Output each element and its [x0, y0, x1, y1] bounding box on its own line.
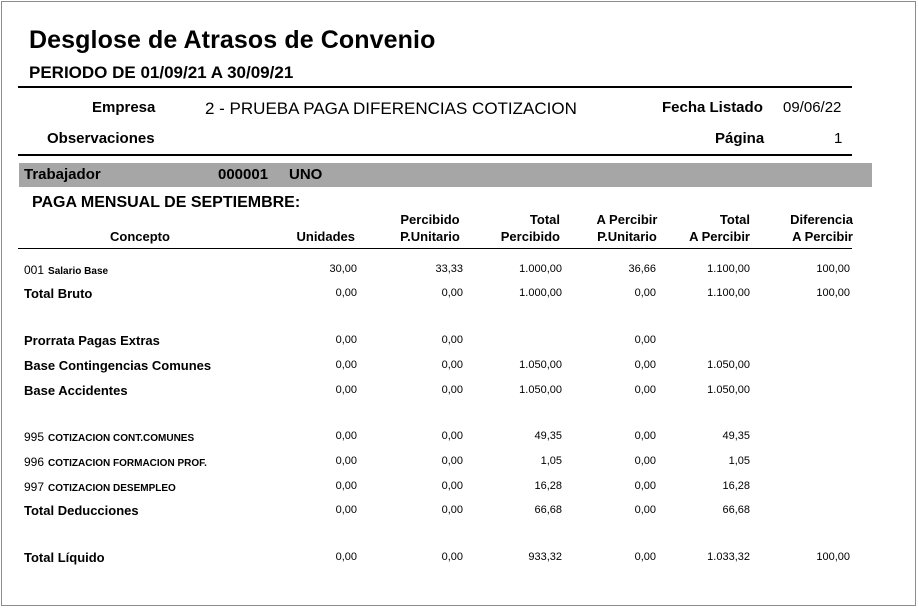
cell-total-a-percibir: 16,28 — [722, 480, 750, 492]
trabajador-code: 000001 — [218, 166, 269, 183]
cell-unidades: 30,00 — [329, 263, 357, 275]
cell-unidades: 0,00 — [335, 359, 357, 371]
divider-header — [18, 154, 852, 156]
cell-total-a-percibir: 1.033,32 — [707, 551, 750, 563]
cell-unidades: 0,00 — [335, 551, 357, 563]
cell-unidades: 0,00 — [335, 455, 357, 467]
row-desc: COTIZACION CONT.COMUNES — [48, 433, 195, 444]
row-desc: COTIZACION FORMACION PROF. — [48, 458, 207, 469]
cell-total-a-percibir: 1.050,00 — [707, 359, 750, 371]
row-desc: Salario Base — [48, 266, 109, 277]
cell-percibido-unitario: 0,00 — [441, 455, 463, 467]
cell-total-percibido: 1,05 — [540, 455, 562, 467]
cell-percibido-unitario: 0,00 — [441, 551, 463, 563]
table-row — [0, 333, 919, 349]
cell-unidades: 0,00 — [335, 287, 357, 299]
col-a-percibir-unitario: A Percibir P.Unitario — [596, 212, 658, 244]
cell-percibido-unitario: 0,00 — [441, 334, 463, 346]
row-desc: Total Bruto — [24, 286, 93, 301]
cell-total-a-percibir: 1.100,00 — [707, 287, 750, 299]
trabajador-name: UNO — [289, 166, 323, 183]
row-desc: COTIZACION DESEMPLEO — [48, 483, 176, 494]
row-code: 001 — [24, 263, 45, 277]
cell-a-percibir-unitario: 0,00 — [634, 384, 656, 396]
observaciones-label: Observaciones — [47, 130, 155, 147]
row-code: 997 — [24, 480, 45, 494]
cell-total-percibido: 16,28 — [534, 480, 562, 492]
table-row — [0, 503, 919, 519]
empresa-label: Empresa — [92, 99, 156, 116]
cell-total-percibido: 933,32 — [528, 551, 562, 563]
cell-total-a-percibir: 1,05 — [728, 455, 750, 467]
cell-a-percibir-unitario: 0,00 — [634, 480, 656, 492]
col-total-a-percibir: Total A Percibir — [689, 212, 750, 244]
cell-total-percibido: 1.050,00 — [519, 384, 562, 396]
cell-percibido-unitario: 0,00 — [441, 384, 463, 396]
cell-unidades: 0,00 — [335, 334, 357, 346]
section-title: PAGA MENSUAL DE SEPTIEMBRE: — [32, 194, 301, 211]
col-unidades: Unidades — [296, 229, 355, 244]
row-desc: Total Líquido — [24, 550, 105, 565]
cell-diferencia: 100,00 — [816, 287, 850, 299]
table-row — [0, 358, 919, 374]
row-code: 995 — [24, 430, 45, 444]
cell-total-percibido: 1.000,00 — [519, 287, 562, 299]
cell-unidades: 0,00 — [335, 384, 357, 396]
row-desc: Prorrata Pagas Extras — [24, 333, 160, 348]
table-row — [0, 479, 919, 495]
cell-diferencia: 100,00 — [816, 263, 850, 275]
cell-percibido-unitario: 0,00 — [441, 430, 463, 442]
cell-a-percibir-unitario: 0,00 — [634, 287, 656, 299]
cell-total-percibido: 66,68 — [534, 504, 562, 516]
cell-percibido-unitario: 0,00 — [441, 359, 463, 371]
cell-a-percibir-unitario: 0,00 — [634, 359, 656, 371]
trabajador-label: Trabajador — [24, 166, 101, 183]
fecha-listado-label: Fecha Listado — [662, 99, 763, 116]
cell-percibido-unitario: 0,00 — [441, 504, 463, 516]
cell-diferencia: 100,00 — [816, 551, 850, 563]
divider-top — [18, 86, 852, 88]
cell-percibido-unitario: 0,00 — [441, 480, 463, 492]
cell-total-a-percibir: 1.100,00 — [707, 263, 750, 275]
cell-unidades: 0,00 — [335, 480, 357, 492]
table-row — [0, 383, 919, 399]
cell-a-percibir-unitario: 36,66 — [628, 263, 656, 275]
cell-total-percibido: 49,35 — [534, 430, 562, 442]
empresa-value: 2 - PRUEBA PAGA DIFERENCIAS COTIZACION — [205, 99, 577, 118]
pagina-label: Página — [715, 130, 765, 147]
cell-a-percibir-unitario: 0,00 — [634, 334, 656, 346]
table-row — [0, 262, 919, 278]
cell-unidades: 0,00 — [335, 430, 357, 442]
col-concepto: Concepto — [110, 229, 170, 244]
cell-total-a-percibir: 66,68 — [722, 504, 750, 516]
table-row — [0, 286, 919, 302]
report-period: PERIODO DE 01/09/21 A 30/09/21 — [29, 63, 294, 82]
row-desc: Base Contingencias Comunes — [24, 358, 212, 373]
cell-a-percibir-unitario: 0,00 — [634, 430, 656, 442]
fecha-listado-value: 09/06/22 — [783, 99, 842, 116]
cell-total-a-percibir: 1.050,00 — [707, 384, 750, 396]
row-code: 996 — [24, 455, 45, 469]
pagina-value: 1 — [834, 130, 843, 147]
cell-a-percibir-unitario: 0,00 — [634, 455, 656, 467]
cell-a-percibir-unitario: 0,00 — [634, 504, 656, 516]
trabajador-band — [19, 163, 872, 187]
cell-total-a-percibir: 49,35 — [722, 430, 750, 442]
row-desc: Base Accidentes — [24, 383, 128, 398]
table-row — [0, 429, 919, 445]
cell-a-percibir-unitario: 0,00 — [634, 551, 656, 563]
table-row — [0, 550, 919, 566]
cell-percibido-unitario: 33,33 — [435, 263, 463, 275]
cell-total-percibido: 1.000,00 — [519, 263, 562, 275]
cell-percibido-unitario: 0,00 — [441, 287, 463, 299]
table-row — [0, 454, 919, 470]
report-title: Desglose de Atrasos de Convenio — [29, 26, 436, 54]
row-desc: Total Deducciones — [24, 503, 139, 518]
col-total-percibido: Total Percibido — [500, 212, 560, 244]
divider-columns — [18, 248, 852, 249]
cell-unidades: 0,00 — [335, 504, 357, 516]
col-diferencia: Diferencia A Percibir — [790, 212, 853, 244]
col-percibido-unitario: Percibido P.Unitario — [400, 212, 460, 244]
cell-total-percibido: 1.050,00 — [519, 359, 562, 371]
